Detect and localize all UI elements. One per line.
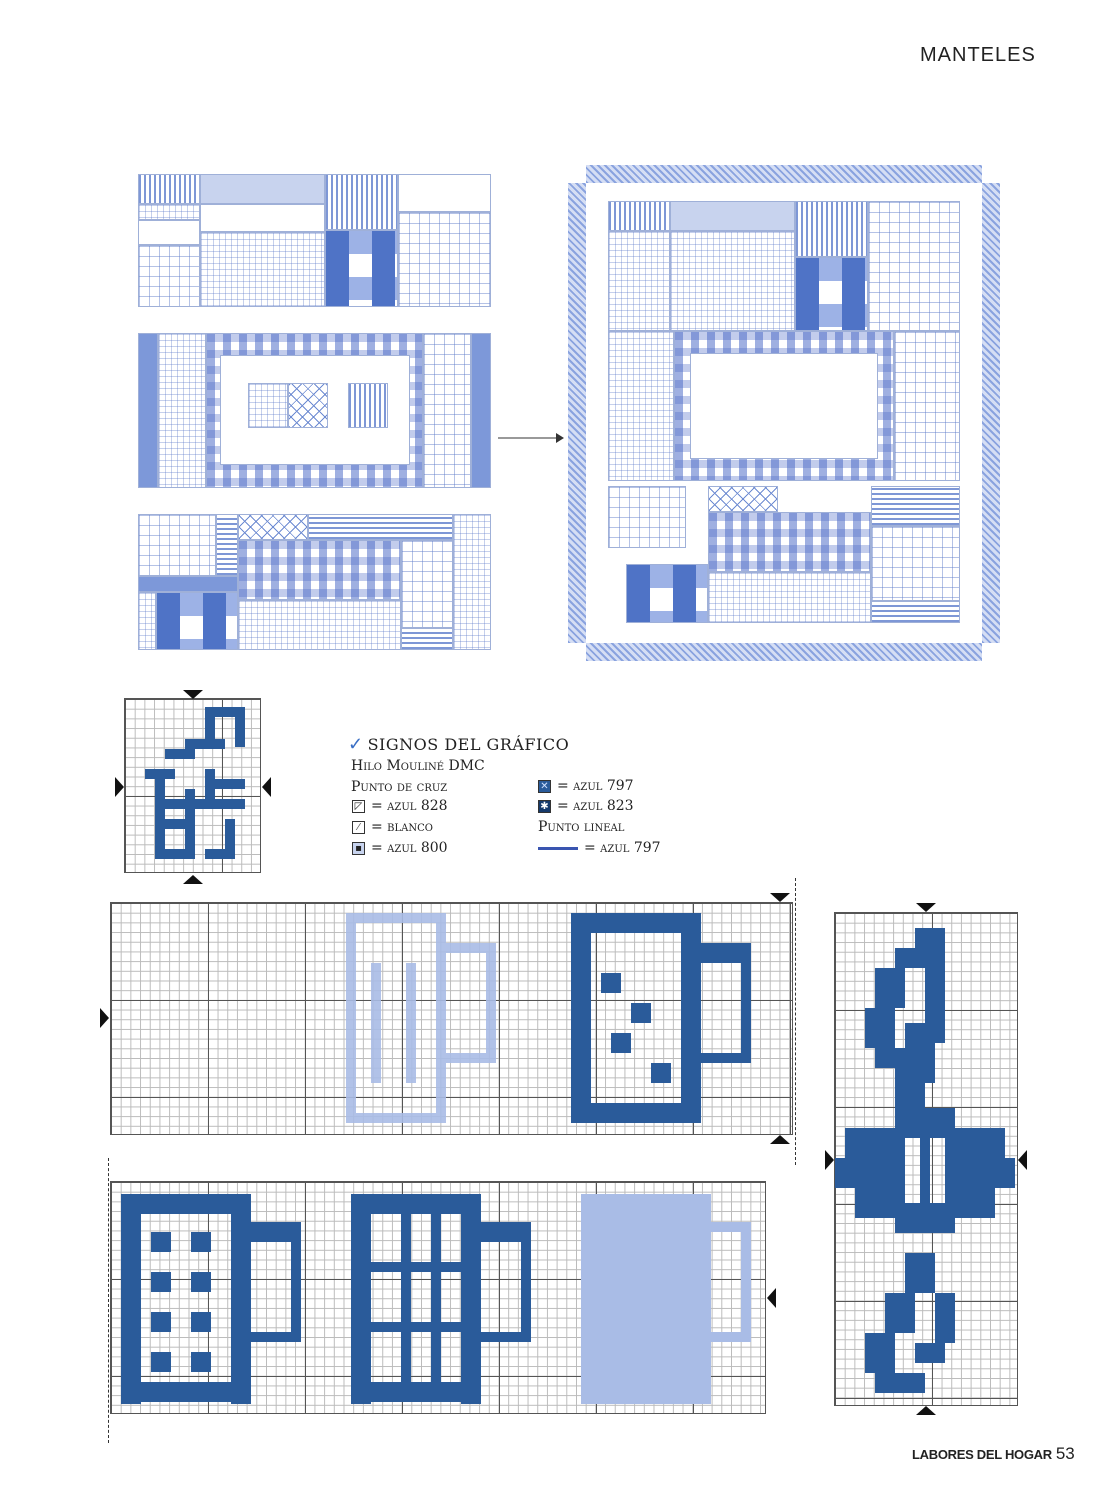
magazine-name: LABORES DEL HOGAR bbox=[912, 1447, 1052, 1462]
symbol-azul-797-icon: ✕ bbox=[538, 780, 551, 793]
center-marker-left bbox=[100, 1008, 109, 1028]
chart-legend bbox=[348, 732, 728, 862]
patchwork-panel-top bbox=[138, 174, 491, 307]
patch bbox=[471, 333, 491, 488]
patch bbox=[626, 564, 708, 623]
legend-item-azul-828: ◸ = azul 828 bbox=[352, 798, 448, 814]
page-number: 53 bbox=[1055, 1444, 1075, 1463]
legend-stitch-type: Punto de cruz bbox=[351, 779, 448, 795]
chart-mugs-top bbox=[110, 902, 793, 1135]
patch bbox=[158, 333, 206, 488]
patch bbox=[690, 353, 878, 459]
center-marker-right bbox=[767, 1288, 776, 1308]
check-icon: ✓ bbox=[348, 734, 364, 755]
legend-item-azul-823: ✱ = azul 823 bbox=[538, 798, 634, 814]
patch bbox=[200, 204, 325, 232]
patch bbox=[325, 230, 398, 307]
patch bbox=[670, 231, 795, 331]
patch bbox=[348, 383, 388, 428]
center-marker-top bbox=[770, 893, 790, 902]
patch bbox=[894, 331, 960, 481]
patchwork-panel-bottom bbox=[138, 514, 491, 650]
patch bbox=[401, 628, 453, 650]
center-marker-bottom bbox=[916, 1406, 936, 1415]
patch bbox=[200, 232, 325, 307]
flower-motif bbox=[125, 699, 260, 872]
patch bbox=[200, 174, 325, 204]
patch bbox=[871, 486, 960, 526]
patch bbox=[398, 174, 491, 212]
patch bbox=[871, 526, 960, 601]
center-marker-bottom bbox=[183, 875, 203, 884]
patch bbox=[708, 486, 778, 512]
repeat-line bbox=[795, 878, 796, 1165]
patch bbox=[308, 514, 453, 540]
patch bbox=[871, 601, 960, 623]
center-marker-right bbox=[262, 777, 271, 797]
patch bbox=[608, 331, 674, 481]
legend-thread: Hilo Mouliné DMC bbox=[351, 758, 485, 774]
symbol-azul-828-icon: ◸ bbox=[352, 800, 365, 813]
patch bbox=[238, 600, 401, 650]
center-marker-top bbox=[916, 903, 936, 912]
patch bbox=[216, 514, 238, 576]
legend-item-blanco: ⁄ = blanco bbox=[352, 819, 433, 835]
patch bbox=[138, 204, 200, 220]
patch bbox=[453, 514, 491, 650]
mugs-bottom-motif bbox=[111, 1182, 765, 1413]
legend-line-stitch: Punto lineal bbox=[538, 819, 625, 835]
legend-item-azul-797: ✕ = azul 797 bbox=[538, 778, 634, 794]
patch bbox=[401, 540, 453, 628]
patch bbox=[138, 592, 156, 650]
mugs-top-motif bbox=[111, 903, 792, 1134]
patch bbox=[138, 245, 200, 307]
patch bbox=[238, 540, 401, 600]
section-title: MANTELES bbox=[920, 44, 1036, 66]
page-footer bbox=[912, 1444, 1075, 1464]
frame-border-right bbox=[982, 183, 1000, 643]
patch bbox=[398, 212, 491, 307]
patch bbox=[423, 333, 471, 488]
patchwork-panel-middle bbox=[138, 333, 491, 488]
legend-item-line-797: = azul 797 bbox=[538, 840, 661, 856]
patch bbox=[238, 514, 308, 540]
line-sample-icon bbox=[538, 847, 578, 850]
patch bbox=[248, 383, 288, 428]
legend-title: ✓ SIGNOS DEL GRÁFICO bbox=[348, 734, 570, 755]
patch bbox=[138, 576, 238, 592]
center-marker-left bbox=[115, 777, 124, 797]
patch bbox=[608, 231, 670, 331]
patch bbox=[138, 514, 216, 576]
patch bbox=[138, 174, 200, 204]
repeat-line bbox=[108, 1158, 109, 1443]
assembled-tablecloth bbox=[568, 165, 1000, 661]
patch bbox=[795, 201, 868, 257]
patch bbox=[138, 220, 200, 245]
patch bbox=[708, 512, 871, 572]
center-marker-left bbox=[825, 1150, 834, 1170]
arrow-right-icon bbox=[496, 430, 566, 446]
frame-border-left bbox=[568, 183, 586, 643]
chart-flower-vertical bbox=[834, 912, 1018, 1406]
patch bbox=[670, 201, 795, 231]
legend-item-azul-800: ▪ = azul 800 bbox=[352, 840, 448, 856]
symbol-blanco-icon: ⁄ bbox=[352, 821, 365, 834]
frame-border-top bbox=[586, 165, 982, 183]
chart-mugs-bottom bbox=[110, 1181, 766, 1414]
patch bbox=[608, 201, 670, 231]
center-marker-bottom bbox=[770, 1135, 790, 1144]
patch bbox=[708, 572, 871, 623]
patch bbox=[608, 486, 686, 548]
flower-vertical-motif bbox=[835, 913, 1017, 1405]
patch bbox=[138, 333, 158, 488]
frame-border-bottom bbox=[586, 643, 982, 661]
patch bbox=[288, 383, 328, 428]
patch bbox=[795, 257, 868, 331]
symbol-azul-823-icon: ✱ bbox=[538, 800, 551, 813]
patch bbox=[156, 592, 238, 650]
patch bbox=[868, 201, 960, 331]
center-marker-top bbox=[183, 690, 203, 699]
symbol-azul-800-icon: ▪ bbox=[352, 842, 365, 855]
center-marker-right bbox=[1018, 1150, 1027, 1170]
patch bbox=[325, 174, 398, 230]
tablecloth-inner bbox=[608, 201, 960, 623]
chart-small-flower bbox=[124, 698, 261, 873]
